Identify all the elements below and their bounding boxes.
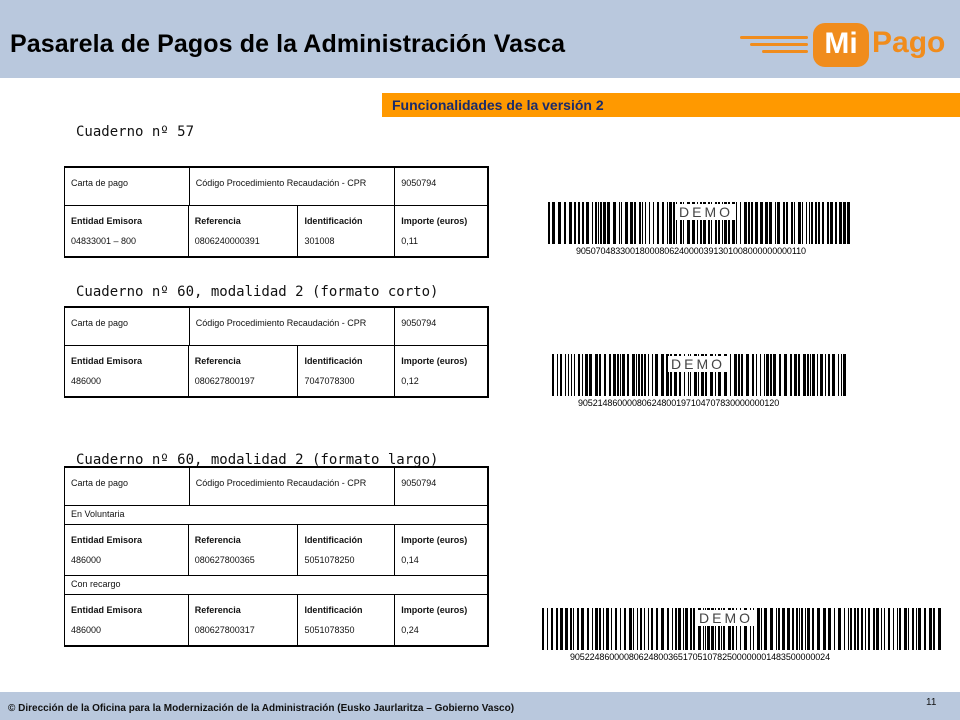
barcode-bar [578, 202, 580, 244]
voluntaria-label: En Voluntaria [71, 509, 125, 519]
barcode-bar [611, 608, 612, 650]
barcode-bar [661, 354, 664, 396]
barcode-bar [760, 354, 761, 396]
barcode-bar [738, 354, 740, 396]
barcode-bar [766, 354, 769, 396]
barcode-bar [548, 202, 550, 244]
barcode-bar [881, 608, 882, 650]
barcode-bar [607, 202, 610, 244]
identificacion-value: 5051078350 [298, 623, 395, 645]
barcode-bar [779, 354, 781, 396]
barcode-bar [868, 608, 870, 650]
barcode-bar [603, 608, 604, 650]
barcode-bar [790, 354, 792, 396]
cuaderno-60-corto-table [64, 306, 489, 398]
barcode-bar [798, 354, 800, 396]
barcode-bar [775, 202, 776, 244]
col-importe: Importe (euros) [401, 535, 468, 545]
barcode-bar [841, 354, 842, 396]
demo-watermark: DEMO [668, 356, 728, 372]
barcode-bar [592, 202, 593, 244]
barcode-bar [640, 608, 642, 650]
barcode-bar [693, 608, 695, 650]
barcode-bar [655, 354, 658, 396]
cuaderno-57-table [64, 166, 489, 258]
barcode-bar [809, 202, 810, 244]
barcode-number: 90522486000080624800365170510782500000001483500000024 [570, 652, 830, 662]
barcode-bar [916, 608, 917, 650]
barcode-bar [656, 608, 658, 650]
barcode-bar [634, 202, 636, 244]
recargo-row [65, 576, 487, 595]
barcode-bar [908, 608, 909, 650]
barcode-bar [638, 354, 640, 396]
barcode-bar [850, 608, 852, 650]
carta-label: Carta de pago [65, 468, 189, 506]
barcode-bar [791, 202, 793, 244]
barcode-bar [589, 354, 592, 396]
barcode-bar [828, 354, 830, 396]
footer-band [0, 692, 960, 720]
barcode-bar [648, 354, 649, 396]
barcode-bar [778, 608, 780, 650]
barcode-bar [812, 608, 814, 650]
barcode-bar [565, 608, 568, 650]
barcode-bar [613, 354, 616, 396]
barcode-bar [574, 202, 576, 244]
barcode-bar [599, 354, 601, 396]
barcode-bar [675, 608, 677, 650]
barcode-bar [557, 354, 558, 396]
referencia-value: 080627800197 [189, 374, 299, 396]
barcode-bar [757, 608, 760, 650]
barcode-bar [893, 608, 894, 650]
barcode-bar [838, 354, 839, 396]
referencia-value: 080627800317 [189, 623, 299, 645]
barcode-bar [807, 354, 809, 396]
barcode-bar [560, 354, 562, 396]
barcode-bar [884, 608, 885, 650]
footer-copyright: © Dirección de la Oficina para la Modernización de la Administración (Eusko Jaurlaritza – Gobierno Vasco) [8, 703, 515, 714]
entidad-value: 04833001 – 800 [65, 234, 189, 256]
cuaderno-57-title: Cuaderno nº 57 [76, 124, 195, 140]
barcode-bar [669, 202, 672, 244]
cuaderno-60-largo-title: Cuaderno nº 60, modalidad 2 (formato largo) [76, 452, 439, 468]
identificacion-value: 5051078250 [298, 553, 395, 575]
table-row [65, 308, 487, 346]
barcode-bar [806, 202, 807, 244]
col-referencia: Referencia [189, 525, 299, 553]
col-identificacion: Identificación [298, 595, 395, 623]
barcode-bar [854, 608, 856, 650]
barcode-bar [888, 608, 890, 650]
col-entidad: Entidad Emisora [65, 206, 189, 234]
col-importe: Importe (euros) [401, 356, 468, 366]
identificacion-value: 301008 [298, 234, 395, 256]
barcode-bar [630, 202, 633, 244]
barcode-number: 90507048330018000806240000391301008000000000110 [576, 246, 806, 256]
barcode-bar [847, 202, 850, 244]
barcode-bar [582, 202, 584, 244]
barcode-bar [799, 608, 800, 650]
barcode-bar [770, 608, 773, 650]
barcode-bar [761, 608, 762, 650]
barcode-bar [661, 608, 664, 650]
table-row [65, 468, 487, 506]
barcode-bar [622, 354, 625, 396]
barcode-bar [810, 354, 811, 396]
barcode-bar [560, 608, 563, 650]
barcode-bar [748, 202, 750, 244]
table-header-row [65, 346, 487, 374]
barcode-bar [653, 202, 654, 244]
col-identificacion: Identificación [298, 525, 395, 553]
mipago-logo [740, 14, 945, 70]
barcode-bar [865, 608, 866, 650]
identificacion-value: 7047078300 [298, 374, 395, 396]
barcode-bar [848, 608, 849, 650]
col-entidad: Entidad Emisora [65, 595, 189, 623]
barcode-bar [657, 202, 659, 244]
barcode-bar [744, 202, 747, 244]
barcode-bar [673, 202, 675, 244]
barcode-bar [578, 354, 580, 396]
cuaderno-60-largo-table [64, 466, 489, 647]
barcode-bar [777, 202, 780, 244]
barcode-bar [782, 608, 785, 650]
barcode-bar [803, 354, 806, 396]
barcode-bar [798, 202, 801, 244]
col-referencia: Referencia [189, 346, 299, 374]
recargo-label: Con recargo [71, 579, 121, 589]
barcode-bar [933, 608, 935, 650]
barcode-bar [751, 202, 753, 244]
cpr-value: 9050794 [395, 168, 487, 206]
barcode-bar [786, 202, 788, 244]
barcode-bar [817, 608, 820, 650]
barcode-bar [552, 202, 555, 244]
barcode-bar [823, 608, 826, 650]
barcode-bar [569, 202, 572, 244]
barcode-bar [632, 354, 635, 396]
barcode-bar [582, 354, 583, 396]
barcode-bar [558, 202, 561, 244]
barcode-bar [805, 608, 806, 650]
cuaderno-60-corto-title: Cuaderno nº 60, modalidad 2 (formato corto) [76, 284, 439, 300]
barcode-bar [827, 202, 829, 244]
cpr-value: 9050794 [395, 308, 487, 346]
carta-label: Carta de pago [65, 168, 189, 206]
barcode-bar [796, 608, 798, 650]
table-row [65, 234, 487, 256]
barcode-bar [574, 354, 575, 396]
col-referencia: Referencia [189, 206, 299, 234]
barcode-bar [620, 608, 621, 650]
barcode-bar [542, 608, 544, 650]
barcode-bar [627, 354, 629, 396]
barcode-bar [924, 608, 926, 650]
barcode-bar [685, 608, 688, 650]
barcode-bar [820, 354, 823, 396]
barcode-bar [571, 354, 572, 396]
barcode-bar [615, 608, 617, 650]
logo-text-pago: Pago [872, 26, 946, 59]
barcode-bar [755, 202, 758, 244]
page-number: 11 [926, 697, 937, 708]
barcode-bar [822, 202, 824, 244]
barcode-bar [690, 608, 692, 650]
section-bar [382, 93, 960, 117]
barcode-bar [904, 608, 907, 650]
col-importe: Importe (euros) [401, 216, 468, 226]
barcode-bar [835, 202, 837, 244]
barcode-bar [678, 608, 681, 650]
entidad-value: 486000 [65, 374, 189, 396]
barcode-bar [642, 202, 643, 244]
barcode-bar [736, 202, 737, 244]
barcode-bar [811, 202, 813, 244]
barcode-bar [746, 354, 749, 396]
barcode-bar [770, 354, 772, 396]
barcode-number: 90521486000080624800197104707830000000120 [578, 398, 780, 408]
barcode-bar [843, 202, 846, 244]
table-row [65, 168, 487, 206]
barcode-bar [585, 354, 588, 396]
barcode-bar [648, 608, 649, 650]
col-identificacion: Identificación [298, 206, 395, 234]
barcode-bar [577, 608, 579, 650]
barcode-bar [652, 354, 653, 396]
barcode-bar [784, 354, 787, 396]
barcode-bar [644, 354, 646, 396]
barcode-bar [599, 608, 601, 650]
barcode-bar [839, 202, 842, 244]
barcode-bar [730, 354, 731, 396]
importe-value: 0,12 [401, 376, 419, 386]
barcode-bar [825, 354, 826, 396]
barcode-bar [794, 202, 795, 244]
col-entidad: Entidad Emisora [65, 346, 189, 374]
barcode-bar [587, 608, 589, 650]
barcode-bar [552, 354, 554, 396]
barcode-bar [857, 608, 859, 650]
barcode-bar [802, 202, 803, 244]
barcode-bar [912, 608, 914, 650]
barcode-bar [644, 608, 645, 650]
barcode-bar [617, 354, 619, 396]
barcode-bar [595, 202, 597, 244]
barcode-bar [625, 202, 628, 244]
barcode-bar [565, 354, 566, 396]
section-title: Funcionalidades de la versión 2 [392, 97, 604, 113]
col-entidad: Entidad Emisora [65, 525, 189, 553]
barcode-bar [756, 354, 757, 396]
barcode-bar [606, 608, 609, 650]
barcode-bar [776, 608, 777, 650]
col-importe: Importe (euros) [401, 605, 468, 615]
barcode-bar [649, 202, 650, 244]
table-row [65, 374, 487, 396]
barcode-cuaderno-57 [548, 202, 858, 260]
barcode-bar [595, 354, 598, 396]
barcode-bar [828, 608, 831, 650]
barcode-bar [783, 202, 785, 244]
barcode-bar [801, 608, 803, 650]
barcode-bar [662, 202, 664, 244]
barcode-bar [570, 608, 572, 650]
logo-text-mi: Mi [824, 27, 858, 60]
barcode-bar [873, 608, 875, 650]
barcode-bar [929, 608, 932, 650]
barcode-bar [838, 608, 841, 650]
barcode-bar [817, 354, 818, 396]
demo-watermark: DEMO [676, 204, 736, 220]
barcode-bar [592, 608, 593, 650]
barcode-bar [581, 608, 584, 650]
barcode-bar [683, 608, 684, 650]
cpr-label: Código Procedimiento Recaudación - CPR [189, 308, 396, 346]
barcode-bar [765, 202, 768, 244]
barcode-bar [818, 202, 820, 244]
barcode-bar [787, 608, 790, 650]
barcode-bar [667, 608, 669, 650]
barcode-bar [600, 202, 602, 244]
cpr-value: 9050794 [395, 468, 487, 506]
barcode-bar [792, 608, 794, 650]
barcode-bar [645, 202, 646, 244]
barcode-bar [633, 608, 634, 650]
barcode-bar [843, 354, 846, 396]
barcode-bar [815, 202, 817, 244]
barcode-bar [595, 608, 598, 650]
entidad-value: 486000 [65, 553, 189, 575]
barcode-bar [586, 202, 589, 244]
barcode-bar [639, 202, 641, 244]
voluntaria-row [65, 506, 487, 525]
barcode-bar [741, 354, 743, 396]
barcode-bar [604, 354, 606, 396]
barcode-bar [899, 608, 901, 650]
barcode-bar [629, 608, 632, 650]
page-title: Pasarela de Pagos de la Administración Vasca [10, 30, 566, 58]
table-header-row [65, 595, 487, 623]
barcode-bar [764, 608, 767, 650]
barcode-bar [621, 202, 622, 244]
barcode-bar [752, 354, 754, 396]
barcode-bar [844, 608, 845, 650]
table-header-row [65, 206, 487, 234]
barcode-bar [740, 202, 741, 244]
barcode-bar [769, 202, 772, 244]
barcode-bar [547, 608, 548, 650]
barcode-bar [672, 608, 673, 650]
importe-value: 0,24 [401, 625, 419, 635]
table-row [65, 553, 487, 576]
col-identificacion: Identificación [298, 346, 395, 374]
table-row [65, 623, 487, 645]
cpr-label: Código Procedimiento Recaudación - CPR [189, 468, 396, 506]
barcode-bar [918, 608, 921, 650]
barcode-bar [568, 354, 569, 396]
barcode-bar [624, 608, 626, 650]
barcode-bar [807, 608, 810, 650]
barcode-bar [764, 354, 765, 396]
barcode-bar [603, 202, 606, 244]
barcode-bar [861, 608, 863, 650]
barcode-bar [760, 202, 763, 244]
barcode-bar [834, 608, 835, 650]
barcode-bar [636, 354, 637, 396]
barcode-bar [573, 608, 574, 650]
barcode-bar [876, 608, 879, 650]
table-header-row [65, 525, 487, 553]
demo-watermark: DEMO [696, 610, 756, 626]
referencia-value: 0806240000391 [189, 234, 299, 256]
barcode-cuaderno-60-largo [542, 608, 952, 666]
entidad-value: 486000 [65, 623, 189, 645]
col-referencia: Referencia [189, 595, 299, 623]
cpr-label: Código Procedimiento Recaudación - CPR [189, 168, 396, 206]
barcode-bar [551, 608, 553, 650]
barcode-bar [619, 202, 620, 244]
barcode-bar [620, 354, 621, 396]
carta-label: Carta de pago [65, 308, 189, 346]
barcode-bar [641, 354, 643, 396]
barcode-bar [938, 608, 941, 650]
barcode-bar [637, 608, 638, 650]
barcode-bar [598, 202, 599, 244]
barcode-bar [830, 202, 833, 244]
barcode-bar [609, 354, 611, 396]
importe-value: 0,14 [401, 555, 419, 565]
barcode-bar [613, 202, 616, 244]
barcode-bar [651, 608, 653, 650]
importe-value: 0,11 [401, 236, 419, 246]
barcode-bar [564, 202, 566, 244]
barcode-bar [794, 354, 797, 396]
barcode-bar [897, 608, 898, 650]
barcode-bar [832, 354, 835, 396]
barcode-cuaderno-60-corto [552, 354, 852, 412]
barcode-bar [773, 354, 776, 396]
barcode-bar [667, 202, 668, 244]
barcode-bar [812, 354, 815, 396]
barcode-bar [556, 608, 558, 650]
logo-badge [813, 23, 869, 67]
referencia-value: 080627800365 [189, 553, 299, 575]
barcode-bar [734, 354, 737, 396]
